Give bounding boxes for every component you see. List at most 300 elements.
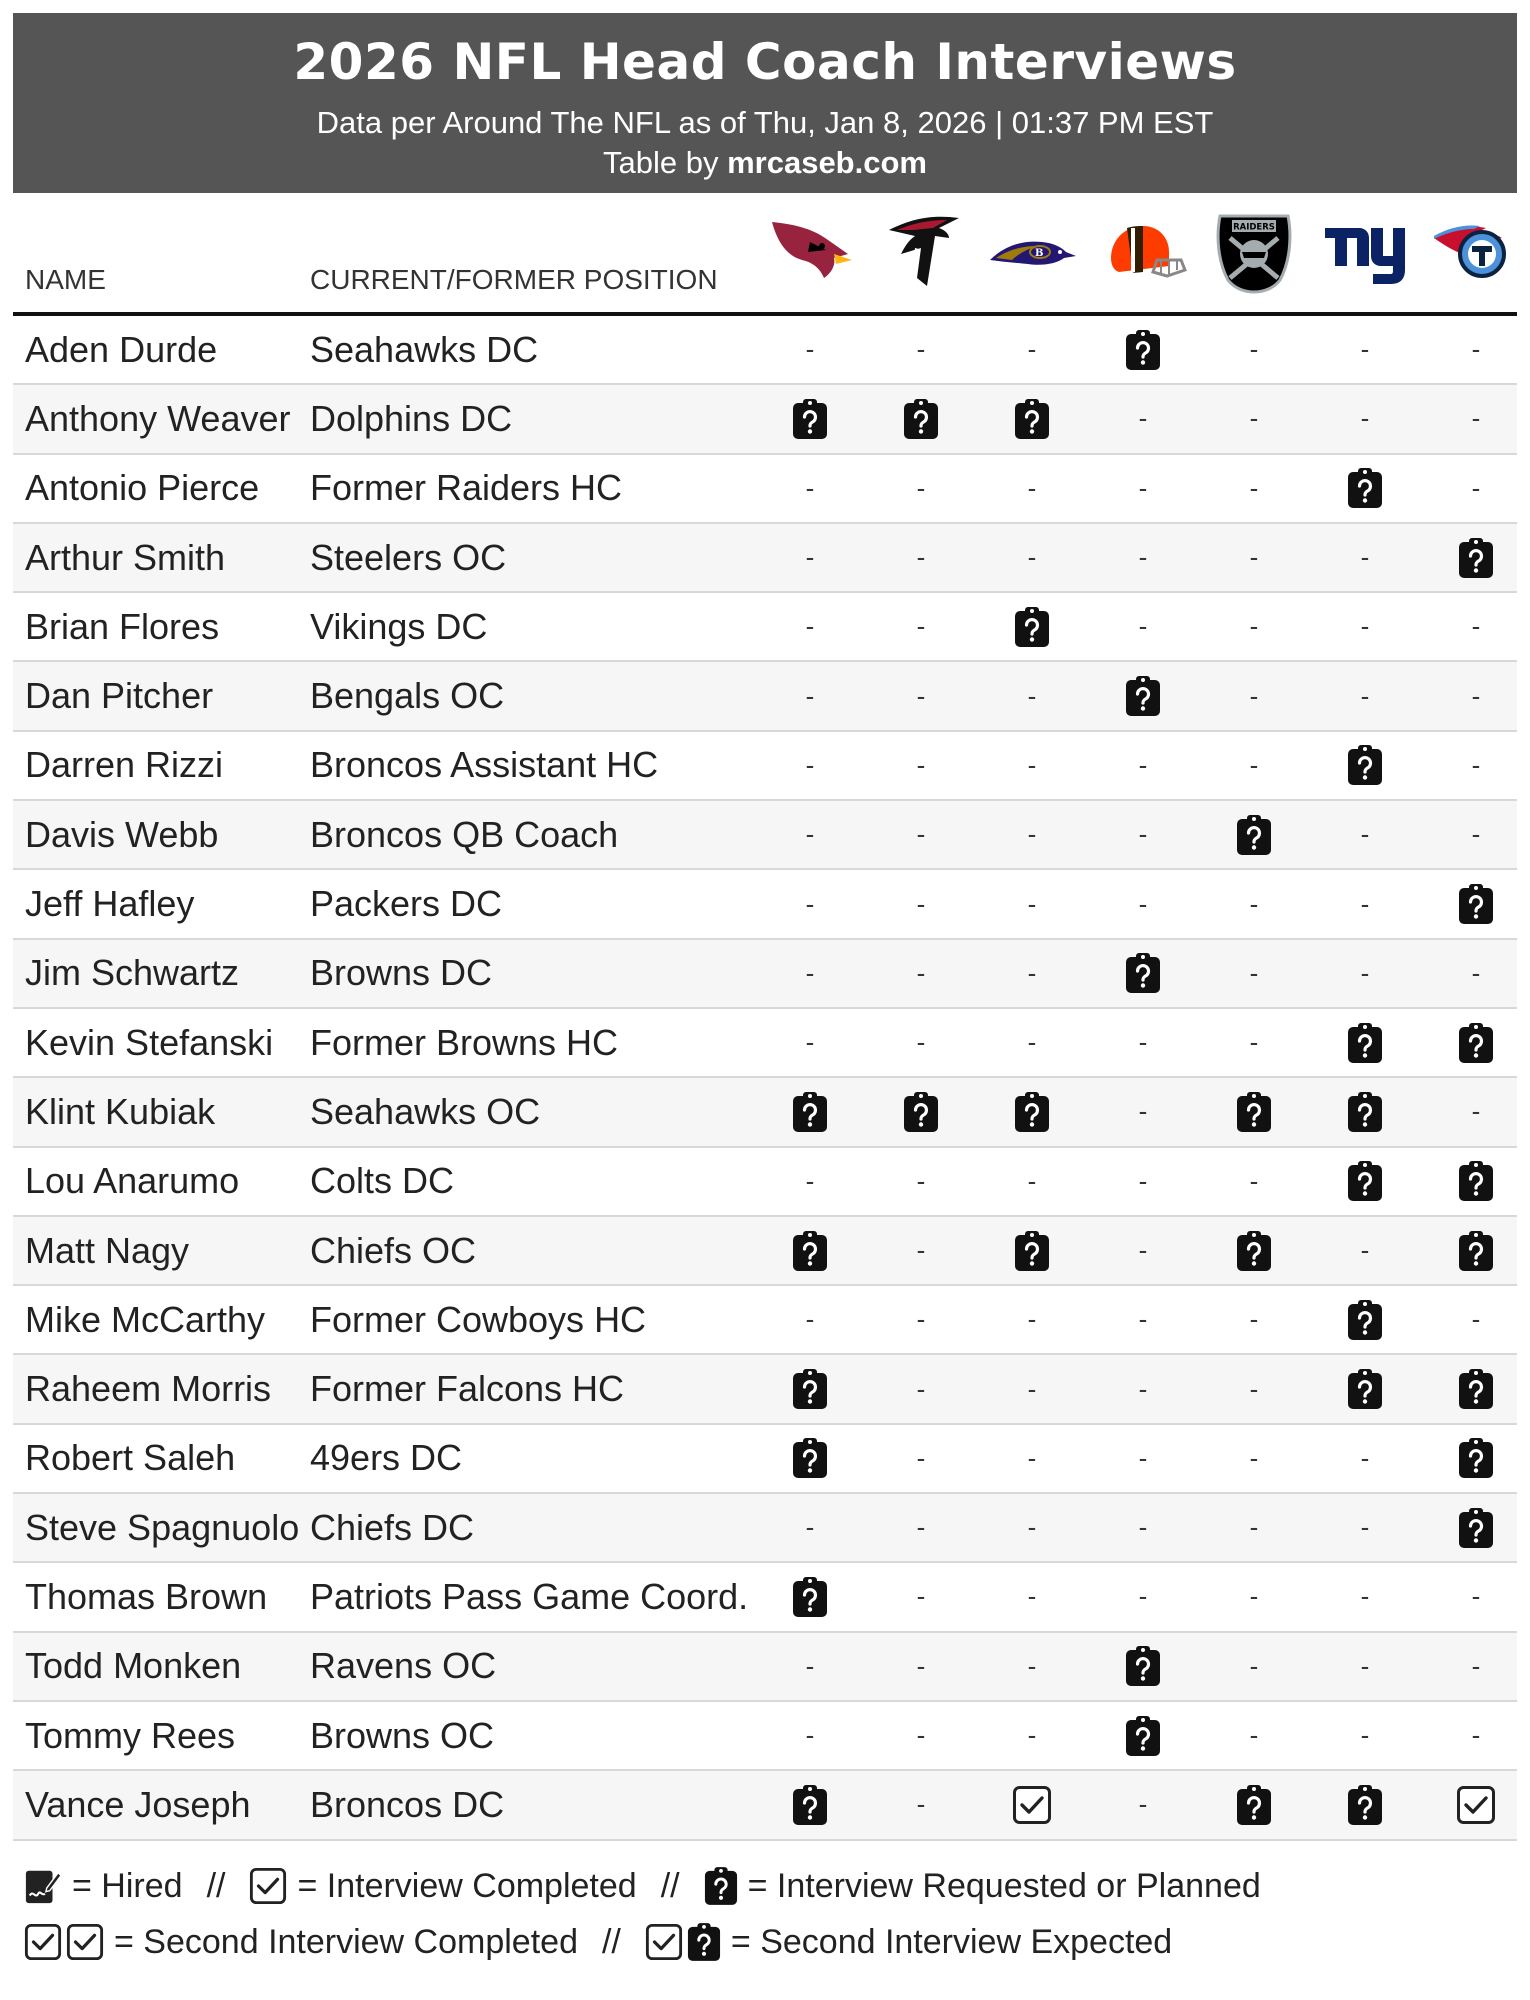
table-row — [13, 1771, 1517, 1840]
status-cell-ravens — [984, 455, 1080, 522]
status-cell-ravens — [984, 940, 1080, 1007]
status-cell-raiders — [1206, 1286, 1302, 1353]
status-cell-ravens — [984, 1078, 1080, 1145]
empty-mark: - — [1249, 1581, 1259, 1612]
status-cell-ravens — [984, 1286, 1080, 1353]
credit-line — [13, 143, 1517, 183]
status-cell-falcons — [873, 662, 969, 729]
browns-logo-icon — [1095, 206, 1191, 296]
credit-prefix: Table by — [603, 145, 719, 180]
credit-site-link[interactable]: mrcaseb.com — [727, 145, 927, 180]
status-cell-cardinals — [762, 524, 858, 591]
status-cell-falcons — [873, 1425, 969, 1492]
clipboard-question-icon — [1347, 1091, 1383, 1133]
status-cell-titans — [1428, 1494, 1524, 1561]
clipboard-question-icon — [1236, 1784, 1272, 1826]
empty-mark: - — [1138, 1165, 1148, 1196]
status-cell-browns — [1095, 1217, 1191, 1284]
empty-mark: - — [1249, 1512, 1259, 1543]
empty-mark: - — [1138, 749, 1148, 780]
legend-line-1 — [24, 1858, 1514, 1914]
status-cell-titans — [1428, 524, 1524, 591]
status-cell-falcons — [873, 1633, 969, 1700]
empty-mark: - — [1471, 1720, 1481, 1751]
table-row — [13, 524, 1517, 593]
coach-position: Ravens OC — [310, 1645, 497, 1687]
check-box-icon — [249, 1867, 287, 1905]
status-cell-browns — [1095, 732, 1191, 799]
empty-mark: - — [1138, 1027, 1148, 1058]
status-cell-cardinals — [762, 1078, 858, 1145]
status-cell-raiders — [1206, 1771, 1302, 1838]
empty-mark: - — [1138, 1789, 1148, 1820]
status-cell-browns — [1095, 593, 1191, 660]
empty-mark: - — [1027, 1373, 1037, 1404]
empty-mark: - — [805, 1027, 815, 1058]
status-cell-ravens — [984, 385, 1080, 452]
legend-completed: = Interview Completed — [297, 1866, 637, 1905]
check-box-icon — [66, 1923, 104, 1961]
status-cell-browns — [1095, 1494, 1191, 1561]
empty-mark: - — [916, 1720, 926, 1751]
clipboard-question-icon — [1347, 1784, 1383, 1826]
status-cell-falcons — [873, 870, 969, 937]
status-cell-titans — [1428, 870, 1524, 937]
status-cell-browns — [1095, 1355, 1191, 1422]
check-box-icon — [1012, 1785, 1052, 1825]
status-cell-raiders — [1206, 1633, 1302, 1700]
clipboard-question-icon — [1458, 1230, 1494, 1272]
table-row — [13, 1355, 1517, 1424]
coach-name: Raheem Morris — [25, 1368, 272, 1410]
coach-position: Broncos Assistant HC — [310, 744, 659, 786]
position-column-header: CURRENT/FORMER POSITION — [310, 264, 718, 295]
empty-mark: - — [1471, 957, 1481, 988]
coach-name: Aden Durde — [25, 328, 218, 370]
status-cell-titans — [1428, 1148, 1524, 1215]
coach-position: Vikings DC — [310, 605, 488, 647]
status-cell-raiders — [1206, 870, 1302, 937]
table-row — [13, 455, 1517, 524]
titans-logo-icon — [1428, 206, 1524, 296]
clipboard-question-icon — [1125, 1645, 1161, 1687]
status-cell-ravens — [984, 870, 1080, 937]
status-cell-ravens — [984, 1355, 1080, 1422]
coach-position: Chiefs OC — [310, 1229, 477, 1271]
ravens-logo-icon — [984, 206, 1080, 296]
empty-mark: - — [916, 1512, 926, 1543]
empty-mark: - — [1138, 1373, 1148, 1404]
coach-name: Klint Kubiak — [25, 1090, 216, 1132]
status-cell-falcons — [873, 1563, 969, 1630]
status-cell-raiders — [1206, 1009, 1302, 1076]
coach-position: Former Falcons HC — [310, 1368, 625, 1410]
clipboard-question-icon — [1458, 1507, 1494, 1549]
status-cell-raiders — [1206, 940, 1302, 1007]
clipboard-question-icon — [1014, 398, 1050, 440]
status-cell-browns — [1095, 1563, 1191, 1630]
coach-position: Chiefs DC — [310, 1506, 475, 1548]
status-cell-titans — [1428, 316, 1524, 383]
empty-mark: - — [1249, 749, 1259, 780]
check-box-icon — [1456, 1785, 1496, 1825]
empty-mark: - — [805, 1720, 815, 1751]
status-cell-ravens — [984, 662, 1080, 729]
empty-mark: - — [1471, 819, 1481, 850]
coach-name: Jim Schwartz — [25, 952, 240, 994]
status-cell-falcons — [873, 940, 969, 1007]
status-cell-raiders — [1206, 385, 1302, 452]
svg-text:B: B — [1035, 248, 1044, 259]
status-cell-falcons — [873, 801, 969, 868]
empty-mark: - — [805, 1304, 815, 1335]
status-cell-giants — [1317, 316, 1413, 383]
empty-mark: - — [1027, 1650, 1037, 1681]
status-cell-falcons — [873, 385, 969, 452]
empty-mark: - — [1027, 1581, 1037, 1612]
empty-mark: - — [1360, 819, 1370, 850]
coach-name: Matt Nagy — [25, 1229, 190, 1271]
status-cell-giants — [1317, 1563, 1413, 1630]
legend-separator: // — [660, 1866, 680, 1905]
status-cell-ravens — [984, 1633, 1080, 1700]
legend-separator: // — [601, 1922, 621, 1961]
empty-mark: - — [1138, 403, 1148, 434]
empty-mark: - — [916, 334, 926, 365]
coach-position: Packers DC — [310, 883, 503, 925]
empty-mark: - — [1249, 1373, 1259, 1404]
empty-mark: - — [1249, 611, 1259, 642]
status-cell-raiders — [1206, 524, 1302, 591]
status-cell-ravens — [984, 1217, 1080, 1284]
table-row — [13, 1078, 1517, 1147]
empty-mark: - — [1360, 1442, 1370, 1473]
clipboard-question-icon — [1236, 1091, 1272, 1133]
empty-mark: - — [805, 472, 815, 503]
empty-mark: - — [916, 749, 926, 780]
table-row — [13, 1425, 1517, 1494]
status-cell-raiders — [1206, 1425, 1302, 1492]
empty-mark: - — [916, 1165, 926, 1196]
coach-name: Arthur Smith — [25, 536, 226, 578]
empty-mark: - — [1471, 1581, 1481, 1612]
table-row — [13, 1148, 1517, 1217]
empty-mark: - — [1027, 1165, 1037, 1196]
status-cell-giants — [1317, 524, 1413, 591]
empty-mark: - — [805, 542, 815, 573]
status-cell-titans — [1428, 732, 1524, 799]
empty-mark: - — [1138, 1096, 1148, 1127]
status-cell-titans — [1428, 1355, 1524, 1422]
coach-name: Steve Spagnuolo — [25, 1506, 300, 1548]
empty-mark: - — [1138, 472, 1148, 503]
empty-mark: - — [1138, 1235, 1148, 1265]
table-row — [13, 870, 1517, 939]
empty-mark: - — [1471, 611, 1481, 642]
status-cell-titans — [1428, 1702, 1524, 1769]
empty-mark: - — [1471, 680, 1481, 711]
empty-mark: - — [1471, 1650, 1481, 1681]
empty-mark: - — [1249, 957, 1259, 988]
status-cell-giants — [1317, 1148, 1413, 1215]
clipboard-question-icon — [704, 1865, 738, 1907]
status-cell-cardinals — [762, 1355, 858, 1422]
status-cell-falcons — [873, 732, 969, 799]
status-cell-ravens — [984, 732, 1080, 799]
coach-name: Darren Rizzi — [25, 744, 224, 786]
subtitle: Data per Around The NFL as of Thu, Jan 8, 2026 | 01:37 PM EST — [316, 105, 1214, 140]
status-cell-raiders — [1206, 316, 1302, 383]
empty-mark: - — [1027, 819, 1037, 850]
status-cell-browns — [1095, 940, 1191, 1007]
status-cell-titans — [1428, 662, 1524, 729]
empty-mark: - — [916, 611, 926, 642]
status-cell-raiders — [1206, 1217, 1302, 1284]
empty-mark: - — [1249, 888, 1259, 919]
falcons-logo-icon — [873, 206, 969, 296]
empty-mark: - — [1471, 1304, 1481, 1335]
clipboard-question-icon — [1125, 329, 1161, 371]
empty-mark: - — [1027, 749, 1037, 780]
status-cell-cardinals — [762, 870, 858, 937]
coach-position: Colts DC — [310, 1160, 455, 1202]
legend-second-expected: = Second Interview Expected — [730, 1922, 1173, 1961]
status-cell-falcons — [873, 1494, 969, 1561]
status-cell-falcons — [873, 316, 969, 383]
status-cell-giants — [1317, 1078, 1413, 1145]
empty-mark: - — [1027, 1512, 1037, 1543]
legend-separator: // — [206, 1866, 226, 1905]
coach-name: Kevin Stefanski — [25, 1021, 274, 1063]
clipboard-question-icon — [1014, 1091, 1050, 1133]
empty-mark: - — [1360, 1512, 1370, 1543]
coach-name: Todd Monken — [25, 1645, 242, 1687]
clipboard-question-icon — [1125, 952, 1161, 994]
status-cell-cardinals — [762, 455, 858, 522]
status-cell-titans — [1428, 385, 1524, 452]
status-cell-giants — [1317, 385, 1413, 452]
empty-mark: - — [916, 1581, 926, 1612]
status-cell-browns — [1095, 1633, 1191, 1700]
hired-icon — [24, 1866, 62, 1906]
coach-position: Broncos QB Coach — [310, 813, 619, 855]
status-cell-cardinals — [762, 1771, 858, 1838]
status-cell-raiders — [1206, 1078, 1302, 1145]
status-cell-cardinals — [762, 593, 858, 660]
raiders-logo-icon — [1206, 206, 1302, 296]
status-cell-browns — [1095, 1148, 1191, 1215]
status-cell-titans — [1428, 1217, 1524, 1284]
clipboard-question-icon — [1458, 1022, 1494, 1064]
status-cell-cardinals — [762, 1217, 858, 1284]
status-cell-browns — [1095, 524, 1191, 591]
empty-mark: - — [916, 542, 926, 573]
status-cell-cardinals — [762, 1494, 858, 1561]
status-cell-falcons — [873, 593, 969, 660]
status-cell-cardinals — [762, 662, 858, 729]
status-cell-cardinals — [762, 1425, 858, 1492]
table-row — [13, 1563, 1517, 1632]
coach-name: Lou Anarumo — [25, 1160, 240, 1202]
empty-mark: - — [1471, 403, 1481, 434]
status-cell-giants — [1317, 1009, 1413, 1076]
clipboard-question-icon — [792, 1437, 828, 1479]
clipboard-question-icon — [792, 1368, 828, 1410]
clipboard-question-icon — [1347, 1160, 1383, 1202]
empty-mark: - — [1027, 680, 1037, 711]
clipboard-question-icon — [792, 1230, 828, 1272]
name-column-header: NAME — [25, 264, 106, 295]
table-row — [13, 593, 1517, 662]
empty-mark: - — [916, 819, 926, 850]
coach-position: Patriots Pass Game Coord. — [310, 1575, 749, 1617]
empty-mark: - — [1138, 888, 1148, 919]
status-cell-raiders — [1206, 1355, 1302, 1422]
status-cell-ravens — [984, 1425, 1080, 1492]
status-cell-browns — [1095, 455, 1191, 522]
empty-mark: - — [1360, 542, 1370, 573]
coach-position: Steelers OC — [310, 536, 507, 578]
coach-position: Former Browns HC — [310, 1021, 619, 1063]
status-cell-ravens — [984, 1702, 1080, 1769]
clipboard-question-icon — [1347, 1299, 1383, 1341]
status-cell-titans — [1428, 940, 1524, 1007]
coach-position: 49ers DC — [310, 1437, 463, 1479]
status-cell-giants — [1317, 732, 1413, 799]
legend-line-2 — [24, 1914, 1514, 1970]
coach-table — [13, 316, 1517, 1841]
status-cell-falcons — [873, 1078, 969, 1145]
coach-position: Browns DC — [310, 952, 493, 994]
status-cell-falcons — [873, 1217, 969, 1284]
status-cell-titans — [1428, 593, 1524, 660]
table-row — [13, 1633, 1517, 1702]
status-cell-ravens — [984, 1148, 1080, 1215]
empty-mark: - — [805, 680, 815, 711]
empty-mark: - — [916, 472, 926, 503]
status-cell-falcons — [873, 1286, 969, 1353]
empty-mark: - — [916, 1442, 926, 1473]
status-cell-browns — [1095, 316, 1191, 383]
status-cell-giants — [1317, 870, 1413, 937]
status-cell-giants — [1317, 940, 1413, 1007]
table-row — [13, 940, 1517, 1009]
coach-name: Anthony Weaver — [25, 397, 291, 439]
table-row — [13, 1286, 1517, 1355]
table-row — [13, 732, 1517, 801]
status-cell-falcons — [873, 1355, 969, 1422]
empty-mark: - — [1027, 1027, 1037, 1058]
status-cell-browns — [1095, 870, 1191, 937]
status-cell-ravens — [984, 1009, 1080, 1076]
table-row — [13, 385, 1517, 454]
coach-name: Thomas Brown — [25, 1575, 268, 1617]
status-cell-titans — [1428, 1078, 1524, 1145]
clipboard-question-icon — [903, 1091, 939, 1133]
status-cell-browns — [1095, 1702, 1191, 1769]
table-row — [13, 1217, 1517, 1286]
status-cell-titans — [1428, 1633, 1524, 1700]
clipboard-question-icon — [792, 1576, 828, 1618]
empty-mark: - — [805, 957, 815, 988]
empty-mark: - — [1249, 1304, 1259, 1335]
status-cell-browns — [1095, 662, 1191, 729]
clipboard-question-icon — [1458, 1368, 1494, 1410]
coach-name: Vance Joseph — [25, 1783, 251, 1825]
empty-mark: - — [916, 957, 926, 988]
clipboard-question-icon — [687, 1921, 721, 1963]
clipboard-question-icon — [1125, 1715, 1161, 1757]
empty-mark: - — [1249, 403, 1259, 434]
legend — [24, 1858, 1514, 1970]
empty-mark: - — [805, 1512, 815, 1543]
clipboard-question-icon — [1236, 814, 1272, 856]
empty-mark: - — [916, 1027, 926, 1058]
status-cell-cardinals — [762, 801, 858, 868]
table-row — [13, 1009, 1517, 1078]
svg-text:RAIDERS: RAIDERS — [1233, 222, 1275, 233]
coach-name: Dan Pitcher — [25, 675, 214, 717]
coach-name: Mike McCarthy — [25, 1298, 266, 1340]
empty-mark: - — [1249, 1442, 1259, 1473]
clipboard-question-icon — [1347, 1022, 1383, 1064]
status-cell-cardinals — [762, 1286, 858, 1353]
empty-mark: - — [916, 680, 926, 711]
empty-mark: - — [805, 819, 815, 850]
empty-mark: - — [1027, 888, 1037, 919]
coach-position: Seahawks DC — [310, 328, 539, 370]
status-cell-raiders — [1206, 593, 1302, 660]
status-cell-raiders — [1206, 1494, 1302, 1561]
empty-mark: - — [1360, 1581, 1370, 1612]
clipboard-question-icon — [792, 1091, 828, 1133]
empty-mark: - — [1471, 749, 1481, 780]
empty-mark: - — [1360, 1650, 1370, 1681]
status-cell-ravens — [984, 801, 1080, 868]
empty-mark: - — [1249, 680, 1259, 711]
check-box-icon — [645, 1923, 683, 1961]
coach-name: Davis Webb — [25, 813, 219, 855]
coach-name: Robert Saleh — [25, 1437, 236, 1479]
empty-mark: - — [1027, 957, 1037, 988]
empty-mark: - — [916, 888, 926, 919]
table-row — [13, 801, 1517, 870]
empty-mark: - — [805, 611, 815, 642]
coach-name: Antonio Pierce — [25, 467, 260, 509]
empty-mark: - — [1360, 888, 1370, 919]
empty-mark: - — [805, 1650, 815, 1681]
status-cell-raiders — [1206, 732, 1302, 799]
empty-mark: - — [1360, 1235, 1370, 1265]
status-cell-giants — [1317, 662, 1413, 729]
clipboard-question-icon — [1347, 1368, 1383, 1410]
table-row — [13, 1702, 1517, 1771]
status-cell-cardinals — [762, 1563, 858, 1630]
status-cell-titans — [1428, 1425, 1524, 1492]
cardinals-logo-icon — [762, 206, 858, 296]
clipboard-question-icon — [1458, 537, 1494, 579]
empty-mark: - — [916, 1789, 926, 1820]
status-cell-titans — [1428, 1009, 1524, 1076]
empty-mark: - — [916, 1373, 926, 1404]
empty-mark: - — [1027, 334, 1037, 365]
status-cell-raiders — [1206, 455, 1302, 522]
coach-position: Broncos DC — [310, 1783, 505, 1825]
status-cell-cardinals — [762, 940, 858, 1007]
empty-mark: - — [1138, 1442, 1148, 1473]
clipboard-question-icon — [792, 1784, 828, 1826]
empty-mark: - — [1027, 542, 1037, 573]
